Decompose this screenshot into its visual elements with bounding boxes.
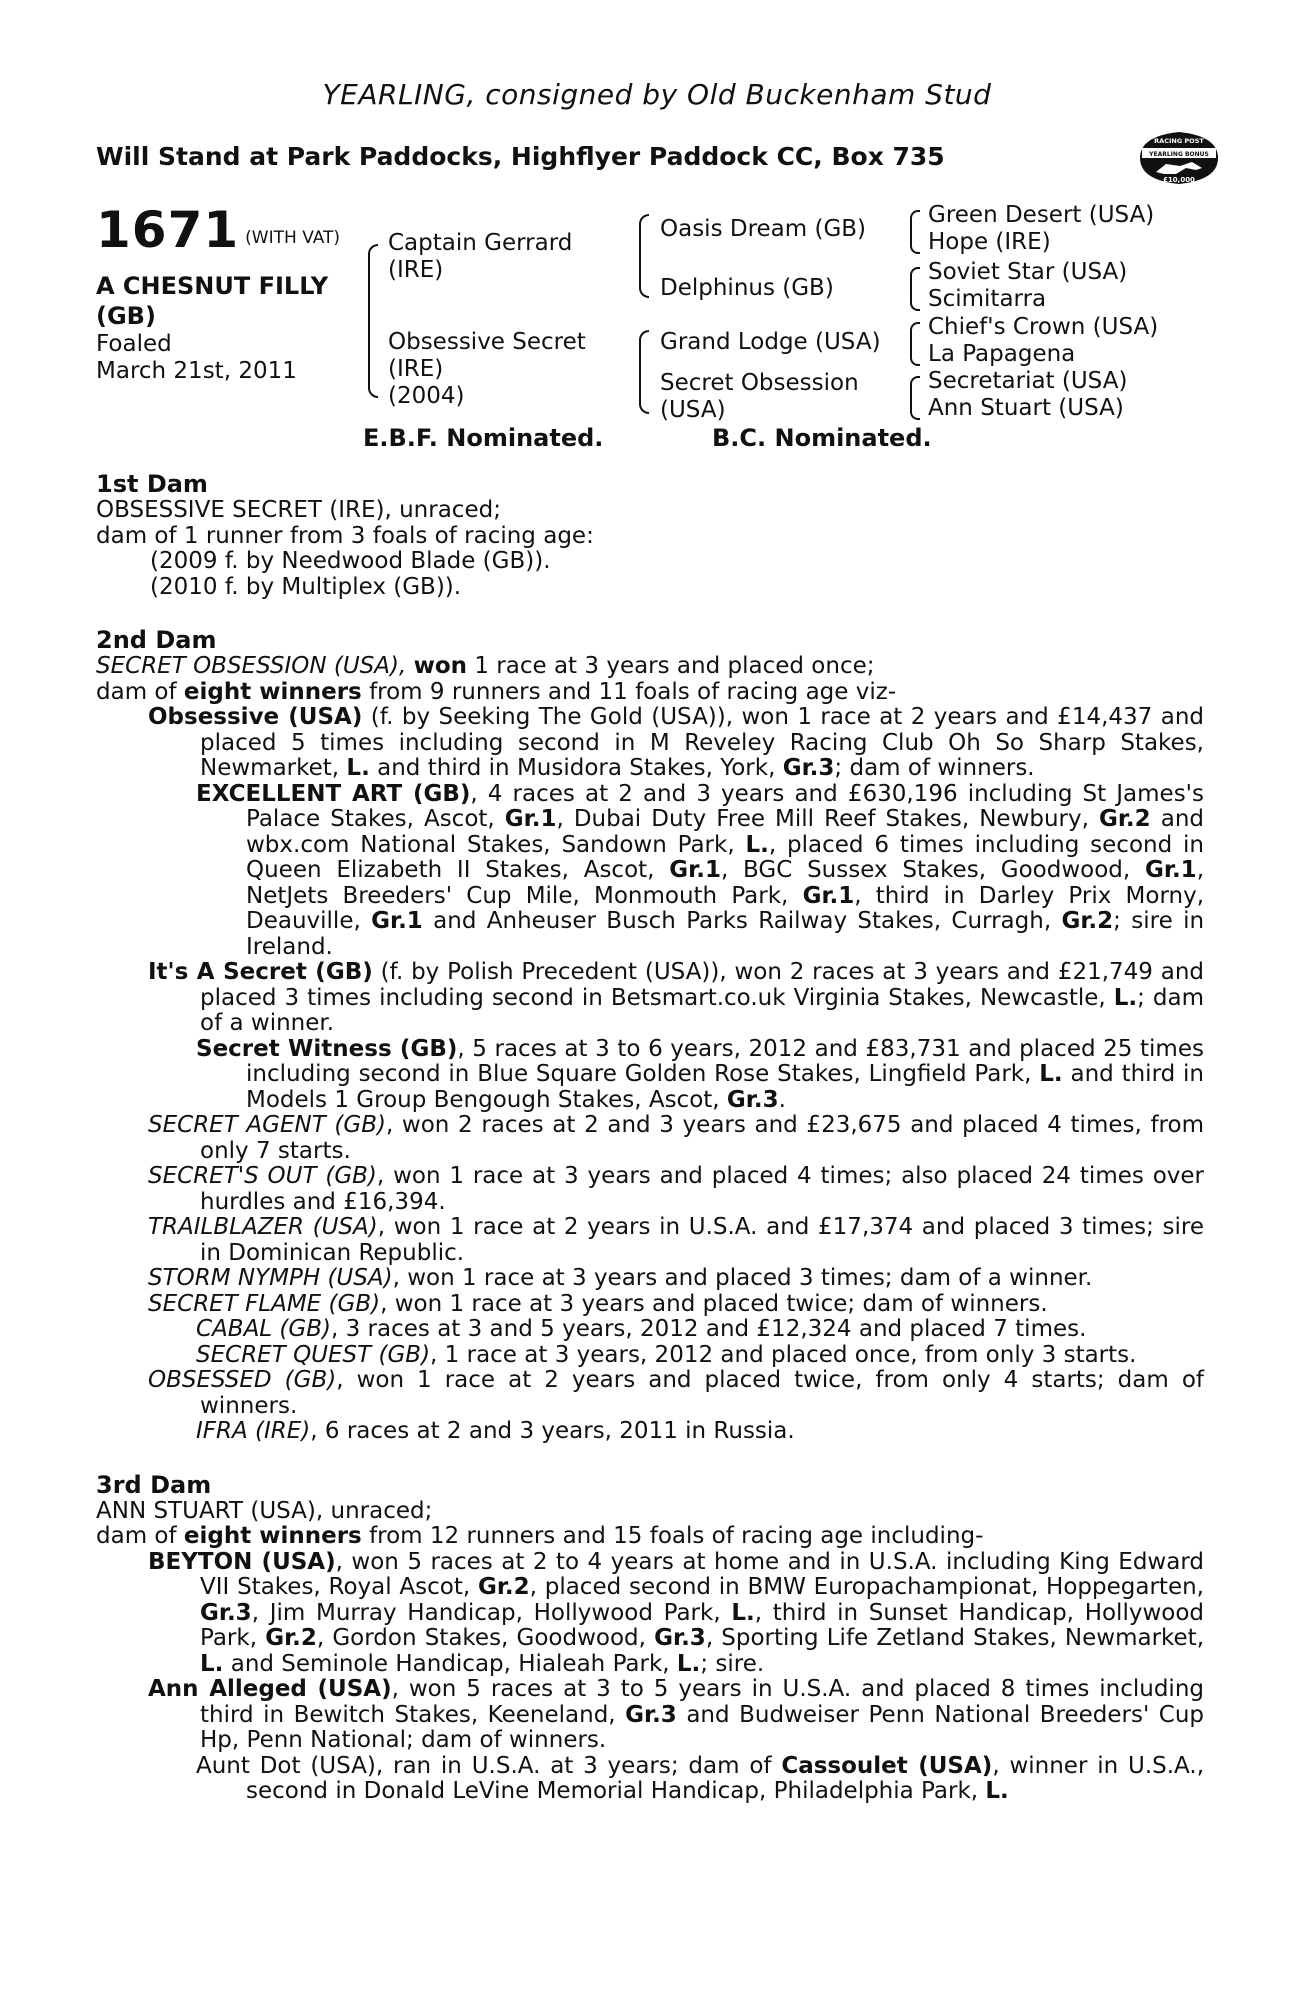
entry-cabal: CABAL (GB), 3 races at 3 and 5 years, 2012 and £12,324 and placed 7 times.: [196, 1316, 1087, 1342]
pedigree-sire-sire: Oasis Dream (GB): [660, 216, 867, 242]
entry-secret-witness: Secret Witness (GB), 5 races at 3 to 6 years, 2012 and £83,731 and placed 25 times including second in Blue Square Golden Rose Stakes, Lingfield Park, L. and third in Models 1 Group Bengough Stakes, Ascot, Gr.3.: [196, 1035, 1205, 1113]
first-dam-foal-2: (2010 f. by Multiplex (GB)).: [150, 573, 462, 600]
second-dam-intro: SECRET OBSESSION (USA), won 1 race at 3 years and placed once;: [96, 653, 875, 679]
badge-middle-text: YEARLING BONUS: [1149, 151, 1209, 158]
brace-gen3-3: [910, 322, 920, 366]
entry-excellent-art: EXCELLENT ART (GB), 4 races at 2 and 3 years and £630,196 including St James's Palace Stakes, Ascot, Gr.1, Dubai Duty Free Mill Reef Stakes, Newbury, Gr.2 and wbx.com National Stakes, Sandown Park, L., placed 6 times including second in Queen Elizabeth II Stakes, Ascot, Gr.1, BGC Sussex Stakes, Goodwood, Gr.1, NetJets Breeders' Cup Mile, Monmouth Park, Gr.1, third in Darley Prix Morny, Deauville, Gr.1 and Anheuser Busch Parks Railway Stakes, Curragh, Gr.2; sire in Ireland.: [196, 780, 1205, 960]
pedigree-gen3-8: Ann Stuart (USA): [928, 395, 1124, 421]
dam-year: (2004): [388, 383, 465, 409]
lot-description: [96, 271, 376, 331]
entry-aunt-dot: Aunt Dot (USA), ran in U.S.A. at 3 years; dam of Cassoulet (USA), winner in U.S.A., second in Donald LeVine Memorial Handicap, Philadelphia Park, L.: [196, 1752, 1204, 1804]
entry-secret-quest: SECRET QUEST (GB), 1 race at 3 years, 2012 and placed once, from only 3 starts.: [196, 1341, 1137, 1368]
second-dam-produce-summary: dam of eight winners from 9 runners and 11 foals of racing age viz-: [96, 678, 897, 705]
entry-secret-flame: SECRET FLAME (GB), won 1 race at 3 years and placed twice; dam of winners.: [148, 1290, 1048, 1317]
lot-number-line: [96, 201, 376, 263]
pedigree-gen3-2: Hope (IRE): [928, 229, 1051, 255]
foaled-label: Foaled: [96, 331, 172, 357]
pedigree-gen3-3: Soviet Star (USA): [928, 259, 1128, 285]
first-dam-line-2: dam of 1 runner from 3 foals of racing age:: [96, 522, 594, 549]
brace-gen3-1: [910, 210, 920, 254]
lot-sex-colour: A CHESNUT FILLY: [96, 272, 329, 300]
stand-location: Will Stand at Park Paddocks, Highflyer Paddock CC, Box 735: [96, 142, 945, 171]
lot-country: (GB): [96, 302, 156, 330]
pedigree-gen3-5: Chief's Crown (USA): [928, 314, 1159, 340]
pedigree-sire: [388, 230, 572, 284]
dam-dam-country: (USA): [660, 397, 726, 423]
third-dam-line-1: ANN STUART (USA), unraced;: [96, 1497, 433, 1524]
pedigree-dam-sire: Grand Lodge (USA): [660, 329, 881, 355]
entry-obsessed: OBSESSED (GB), won 1 race at 2 years and placed twice, from only 4 starts; dam of winners.: [148, 1367, 1204, 1419]
brace-gen3-4: [910, 376, 920, 420]
page-heading: YEARLING, consigned by Old Buckenham Stud: [322, 78, 992, 111]
pedigree-dam: [388, 329, 586, 410]
catalogue-body: [96, 470, 1204, 1805]
entry-beyton: BEYTON (USA), won 5 races at 2 to 4 years at home and in U.S.A. including King Edward VII Stakes, Royal Ascot, Gr.2, placed second in BMW Europachampionat, Hoppegarten, Gr.3, Jim Murray Handicap, Hollywood Park, L., third in Sunset Handicap, Hollywood Park, Gr.2, Gordon Stakes, Goodwood, Gr.3, Sporting Life Zetland Stakes, Newmarket, L. and Seminole Handicap, Hialeah Park, L.; sire.: [148, 1548, 1205, 1677]
brace-generation-1: [368, 244, 378, 398]
dam-dam-name: Secret Obsession: [660, 370, 859, 396]
yearling-bonus-badge: [1136, 128, 1222, 186]
pedigree-gen3-4: Scimitarra: [928, 286, 1047, 312]
dam-country: (IRE): [388, 356, 444, 382]
badge-amount-text: £10,000: [1163, 176, 1195, 184]
brace-gen3-2: [910, 267, 920, 311]
pedigree-gen3-7: Secretariat (USA): [928, 368, 1128, 394]
third-dam-produce-summary: dam of eight winners from 12 runners and 15 foals of racing age including-: [96, 1523, 984, 1549]
entry-ifra: IFRA (IRE), 6 races at 2 and 3 years, 2011 in Russia.: [196, 1418, 795, 1444]
entry-secret-agent: SECRET AGENT (GB), won 2 races at 2 and 3 years and £23,675 and placed 4 times, from only 7 starts.: [148, 1112, 1204, 1164]
foaled-date: March 21st, 2011: [96, 358, 297, 384]
second-dam-heading: 2nd Dam: [96, 626, 217, 654]
badge-top-text: RACING POST: [1154, 137, 1204, 145]
ebf-nominated: E.B.F. Nominated.: [363, 424, 604, 452]
dam-name: Obsessive Secret: [388, 329, 586, 355]
first-dam-heading: 1st Dam: [96, 470, 208, 498]
sire-name: Captain Gerrard: [388, 230, 573, 256]
brace-dam-line: [639, 330, 649, 414]
entry-trailblazer: TRAILBLAZER (USA), won 1 race at 2 years in U.S.A. and £17,374 and placed 3 times; sire in Dominican Republic.: [148, 1214, 1204, 1266]
pedigree-gen3-1: Green Desert (USA): [928, 202, 1155, 228]
entry-ann-alleged: Ann Alleged (USA), won 5 races at 3 to 5 years in U.S.A. and placed 8 times including third in Bewitch Stakes, Keeneland, Gr.3 and Budweiser Penn National Breeders' Cup Hp, Penn National; dam of winners.: [148, 1676, 1205, 1753]
entry-obsessive: Obsessive (USA) (f. by Seeking The Gold (USA)), won 1 race at 2 years and £14,437 and placed 5 times including second in M Reveley Racing Club Oh So Sharp Stakes, Newmarket, L. and third in Musidora Stakes, York, Gr.3; dam of winners.: [148, 704, 1204, 781]
entry-storm-nymph: STORM NYMPH (USA), won 1 race at 3 years and placed 3 times; dam of a winner.: [148, 1265, 1093, 1291]
entry-its-a-secret: It's A Secret (GB) (f. by Polish Precedent (USA)), won 2 races at 3 years and £21,749 and placed 3 times including second in Betsmart.co.uk Virginia Stakes, Newcastle, L.; dam of a winner.: [148, 959, 1205, 1036]
pedigree-gen3-6: La Papagena: [928, 341, 1076, 367]
pedigree-sire-dam: Delphinus (GB): [660, 275, 834, 301]
bc-nominated: B.C. Nominated.: [712, 424, 932, 452]
vat-note: (WITH VAT): [245, 228, 341, 248]
lot-info: [96, 201, 376, 385]
sire-country: (IRE): [388, 257, 444, 283]
first-dam-foal-1: (2009 f. by Needwood Blade (GB)).: [150, 548, 551, 574]
third-dam-heading: 3rd Dam: [96, 1470, 212, 1499]
pedigree-dam-dam: [660, 370, 859, 424]
first-dam-line-1: OBSESSIVE SECRET (IRE), unraced;: [96, 497, 501, 523]
entry-secrets-out: SECRET'S OUT (GB), won 1 race at 3 years and placed 4 times; also placed 24 times over hurdles and £16,394.: [148, 1163, 1204, 1215]
brace-sire-line: [639, 214, 649, 298]
lot-number: 1671: [96, 201, 240, 259]
